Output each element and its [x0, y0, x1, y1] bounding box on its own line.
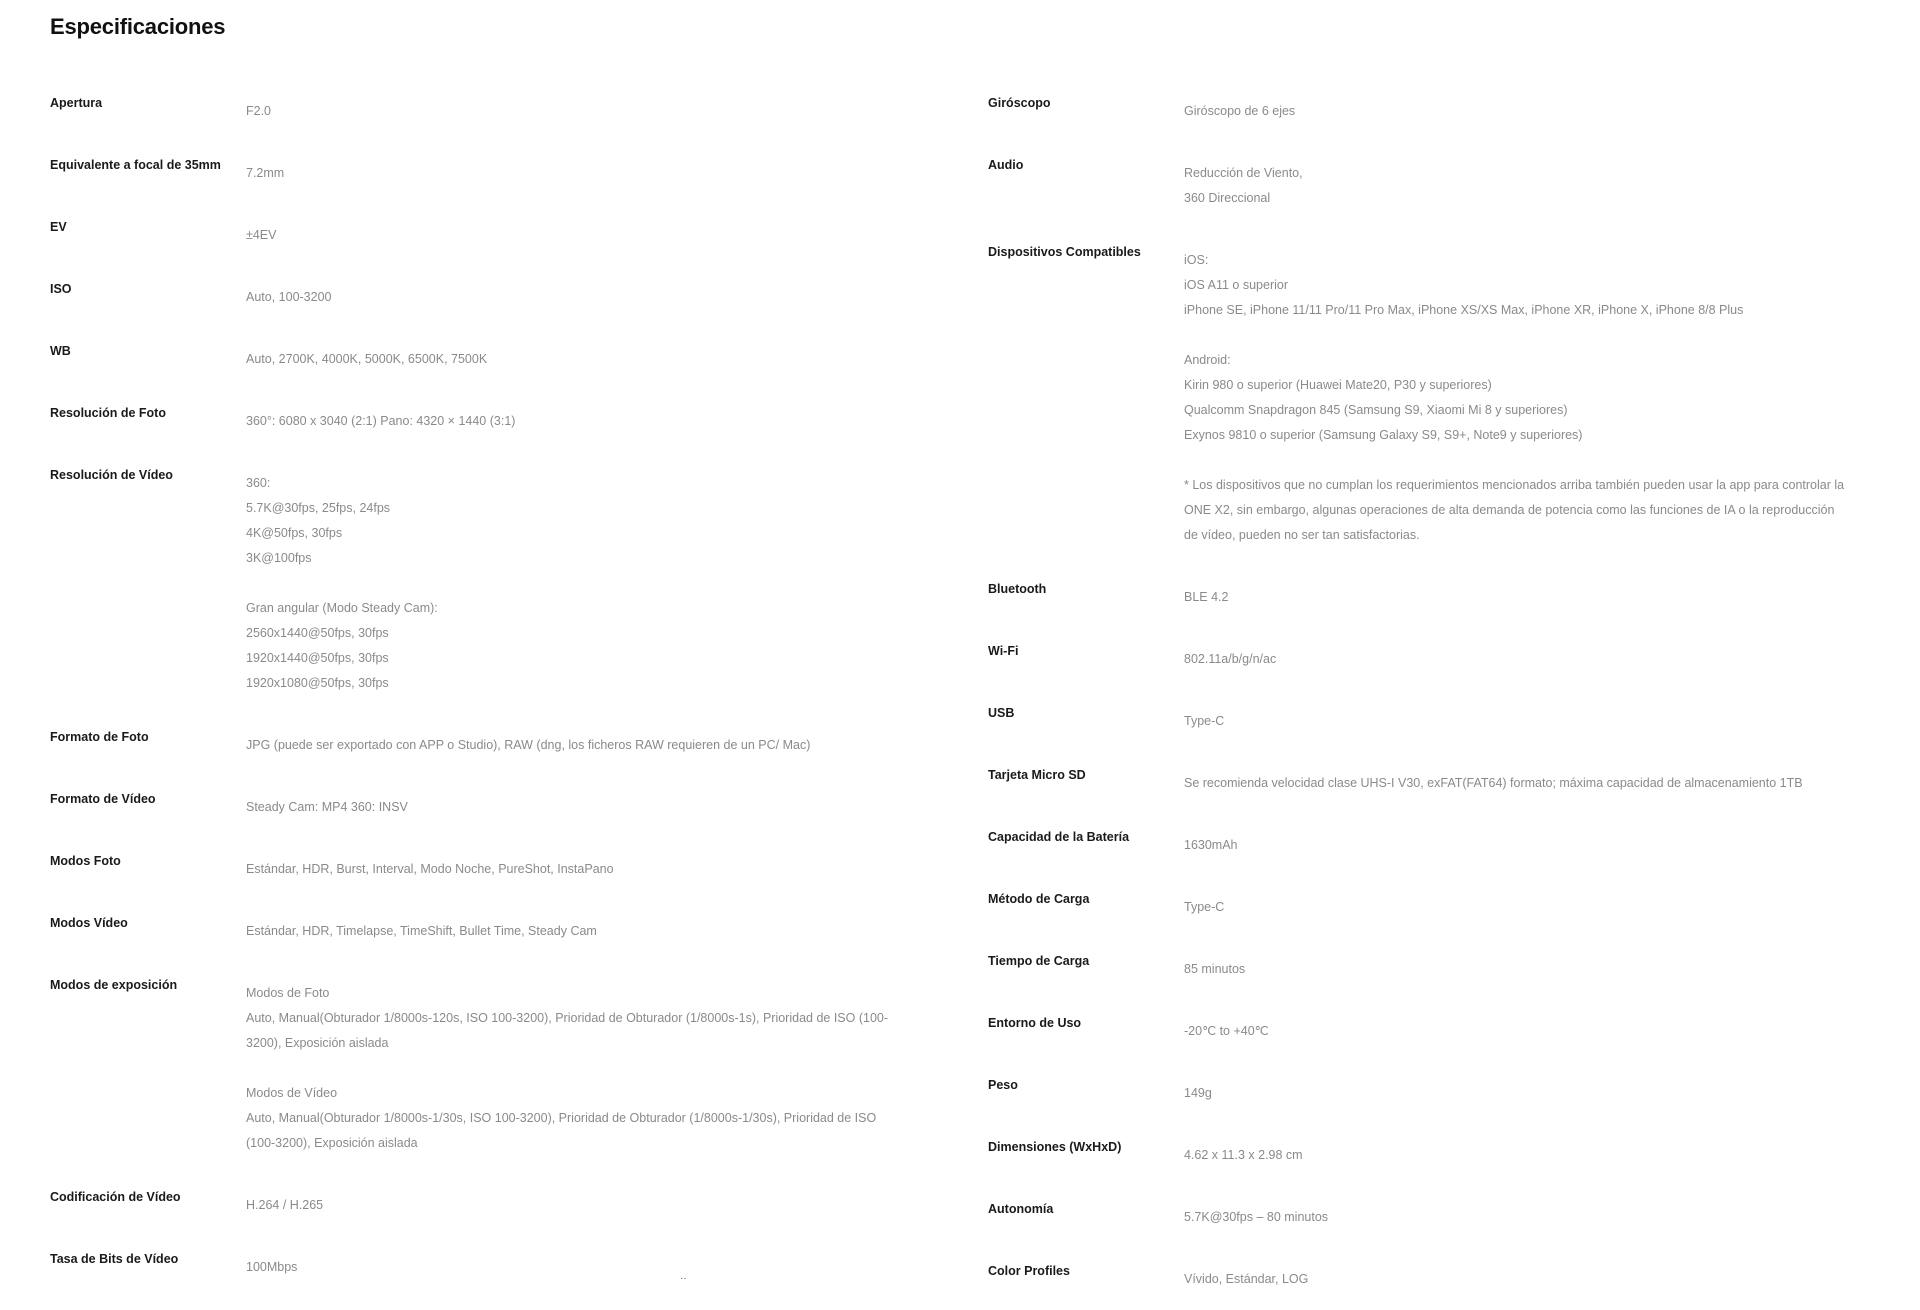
- spec-value-line: Modos de Foto: [246, 986, 330, 1000]
- spec-row: [988, 814, 1848, 876]
- spec-row: [50, 328, 910, 390]
- spec-value: [1184, 1186, 1848, 1248]
- spec-value-line: Type-C: [1184, 714, 1225, 728]
- spec-label: Formato de Foto: [50, 730, 149, 744]
- spec-label: Modos Foto: [50, 854, 121, 868]
- spec-label: Dimensiones (WxHxD): [988, 1140, 1122, 1154]
- spec-value-line: Reducción de Viento,: [1184, 166, 1303, 180]
- spec-value-line: 2560x1440@50fps, 30fps: [246, 626, 389, 640]
- spec-row: [50, 714, 910, 776]
- spec-value: [1184, 876, 1848, 938]
- spec-label: Tiempo de Carga: [988, 954, 1090, 968]
- spec-value: [246, 962, 906, 1174]
- spec-label: Bluetooth: [988, 582, 1047, 596]
- spec-value-line: 5.7K@30fps – 80 minutos: [1184, 1210, 1329, 1224]
- spec-value: [1184, 566, 1848, 628]
- spec-value-line: 7.2mm: [246, 166, 285, 180]
- spec-label: Peso: [988, 1078, 1018, 1092]
- spec-value-line: 149g: [1184, 1086, 1212, 1100]
- spec-value: [1184, 1124, 1848, 1186]
- spec-value-line: Auto, Manual(Obturador 1/8000s-1/30s, ISO 100-3200), Prioridad de Obturador (1/8000s-1/30s), Prioridad de ISO (100-3200), Exposición aislada: [246, 1111, 877, 1150]
- spec-value-line: 360:: [246, 476, 271, 490]
- spec-label: Tasa de Bits de Vídeo: [50, 1252, 179, 1266]
- spec-value: [1184, 752, 1848, 814]
- spec-value-line: 4.62 x 11.3 x 2.98 cm: [1184, 1148, 1303, 1162]
- spec-value-line: BLE 4.2: [1184, 590, 1229, 604]
- spec-value-line: iPhone SE, iPhone 11/11 Pro/11 Pro Max, iPhone XS/XS Max, iPhone XR, iPhone X, iPhone 8/8 Plus: [1184, 303, 1744, 317]
- spec-label: Audio: [988, 158, 1024, 172]
- spec-value-line: Auto, 2700K, 4000K, 5000K, 6500K, 7500K: [246, 352, 488, 366]
- spec-value-line: H.264 / H.265: [246, 1198, 324, 1212]
- spec-row: [50, 1236, 910, 1298]
- spec-row: [50, 1174, 910, 1236]
- spec-row: [988, 1248, 1848, 1310]
- spec-value-line: iOS A11 o superior: [1184, 278, 1288, 292]
- spec-value: [246, 714, 906, 776]
- spec-row: [50, 80, 910, 142]
- spec-value-line: 4K@50fps, 30fps: [246, 526, 343, 540]
- spec-value: [246, 328, 906, 390]
- spec-row: [988, 1124, 1848, 1186]
- spec-value-line: F2.0: [246, 104, 272, 118]
- spec-label: Capacidad de la Batería: [988, 830, 1130, 844]
- spec-label: Color Profiles: [988, 1264, 1070, 1278]
- spec-value: [246, 142, 906, 204]
- spec-value-line: Estándar, HDR, Timelapse, TimeShift, Bullet Time, Steady Cam: [246, 924, 597, 938]
- spec-value-line: 360°: 6080 x 3040 (2:1) Pano: 4320 × 1440 (3:1): [246, 414, 516, 428]
- spec-label: Resolución de Vídeo: [50, 468, 173, 482]
- spec-value-line: [246, 571, 906, 596]
- spec-row: [50, 776, 910, 838]
- spec-row: [988, 690, 1848, 752]
- spec-value: [1184, 1248, 1848, 1310]
- spec-value: [246, 838, 906, 900]
- spec-value-line: Estándar, HDR, Burst, Interval, Modo Noche, PureShot, InstaPano: [246, 862, 614, 876]
- spec-value: [1184, 814, 1848, 876]
- spec-label: Modos de exposición: [50, 978, 178, 992]
- spec-row: [988, 1062, 1848, 1124]
- spec-value-line: Giróscopo de 6 ejes: [1184, 104, 1296, 118]
- spec-value: [246, 1236, 906, 1298]
- spec-value-line: iOS:: [1184, 253, 1209, 267]
- spec-value-line: 802.11a/b/g/n/ac: [1184, 652, 1277, 666]
- spec-row: [988, 142, 1848, 229]
- spec-label: Resolución de Foto: [50, 406, 166, 420]
- spec-value: [1184, 1000, 1848, 1062]
- spec-label: Modos Vídeo: [50, 916, 128, 930]
- spec-row: [988, 80, 1848, 142]
- spec-label: Apertura: [50, 96, 103, 110]
- spec-label: Autonomía: [988, 1202, 1054, 1216]
- spec-label: ISO: [50, 282, 72, 296]
- page-title: Especificaciones: [50, 14, 226, 39]
- spec-value-line: 1920x1440@50fps, 30fps: [246, 651, 389, 665]
- spec-value-line: [1184, 323, 1848, 348]
- spec-value-line: 360 Direccional: [1184, 191, 1271, 205]
- spec-label: Codificación de Vídeo: [50, 1190, 181, 1204]
- spec-label: WB: [50, 344, 71, 358]
- spec-row: [988, 229, 1848, 566]
- spec-value-line: Android:: [1184, 353, 1231, 367]
- spec-value: [246, 776, 906, 838]
- spec-row: [50, 962, 910, 1174]
- spec-value: [1184, 142, 1848, 229]
- spec-row: [50, 452, 910, 714]
- spec-row: [50, 390, 910, 452]
- spec-label: Wi-Fi: [988, 644, 1019, 658]
- spec-row: [988, 752, 1848, 814]
- spec-value-line: Auto, Manual(Obturador 1/8000s-120s, ISO 100-3200), Prioridad de Obturador (1/8000s-1s), Prioridad de ISO (100-3200), Exposición aislada: [246, 1011, 889, 1050]
- spec-value-line: Modos de Vídeo: [246, 1086, 338, 1100]
- spec-value: [246, 900, 906, 962]
- spec-value-line: ±4EV: [246, 228, 277, 242]
- spec-label: USB: [988, 706, 1015, 720]
- spec-row: [50, 838, 910, 900]
- spec-value-line: Qualcomm Snapdragon 845 (Samsung S9, Xiaomi Mi 8 y superiores): [1184, 403, 1568, 417]
- spec-value-line: 3K@100fps: [246, 551, 312, 565]
- spec-value-line: JPG (puede ser exportado con APP o Studio), RAW (dng, los ficheros RAW requieren de un PC/ Mac): [246, 738, 811, 752]
- spec-value-line: 5.7K@30fps, 25fps, 24fps: [246, 501, 391, 515]
- spec-label: Entorno de Uso: [988, 1016, 1082, 1030]
- spec-value-line: Steady Cam: MP4 360: INSV: [246, 800, 408, 814]
- spec-row: [988, 566, 1848, 628]
- spec-label: Tarjeta Micro SD: [988, 768, 1086, 782]
- spec-value: [1184, 80, 1848, 142]
- spec-value-line: 100Mbps: [246, 1260, 298, 1274]
- spec-value-line: 1630mAh: [1184, 838, 1238, 852]
- spec-column-right: [988, 80, 1848, 1310]
- spec-row: [50, 142, 910, 204]
- spec-label: Giróscopo: [988, 96, 1051, 110]
- bottom-artifact: ··: [680, 1273, 687, 1284]
- spec-value-line: 85 minutos: [1184, 962, 1246, 976]
- spec-value-line: Se recomienda velocidad clase UHS-I V30, exFAT(FAT64) formato; máxima capacidad de almacenamiento 1TB: [1184, 776, 1803, 790]
- spec-value-line: Type-C: [1184, 900, 1225, 914]
- spec-value: [246, 1174, 906, 1236]
- spec-value: [246, 266, 906, 328]
- spec-label: Equivalente a focal de 35mm: [50, 158, 221, 172]
- spec-label: Dispositivos Compatibles: [988, 245, 1141, 259]
- spec-value-line: Kirin 980 o superior (Huawei Mate20, P30 y superiores): [1184, 378, 1492, 392]
- spec-row: [50, 204, 910, 266]
- spec-value: [1184, 628, 1848, 690]
- spec-row: [988, 1186, 1848, 1248]
- spec-row: [988, 628, 1848, 690]
- spec-value-line: [1184, 448, 1848, 473]
- spec-label: EV: [50, 220, 67, 234]
- spec-row: [988, 938, 1848, 1000]
- spec-label: Método de Carga: [988, 892, 1090, 906]
- spec-value-line: Auto, 100-3200: [246, 290, 332, 304]
- spec-value: [1184, 1062, 1848, 1124]
- spec-row: [50, 900, 910, 962]
- spec-value: [246, 80, 906, 142]
- spec-column-left: [50, 80, 910, 1298]
- spec-value-line: Gran angular (Modo Steady Cam):: [246, 601, 438, 615]
- spec-value: [246, 390, 906, 452]
- spec-label: Formato de Vídeo: [50, 792, 156, 806]
- spec-value: [1184, 229, 1848, 566]
- spec-value-line: [246, 1056, 906, 1081]
- spec-value-line: Vívido, Estándar, LOG: [1184, 1272, 1309, 1286]
- spec-value: [1184, 690, 1848, 752]
- spec-value: [246, 452, 906, 714]
- spec-row: [988, 1000, 1848, 1062]
- spec-value-line: Exynos 9810 o superior (Samsung Galaxy S9, S9+, Note9 y superiores): [1184, 428, 1583, 442]
- spec-value: [1184, 938, 1848, 1000]
- spec-value-line: -20℃ to +40℃: [1184, 1024, 1269, 1038]
- spec-row: [50, 266, 910, 328]
- spec-value-line: * Los dispositivos que no cumplan los requerimientos mencionados arriba también pueden usar la app para controlar la ONE X2, sin embargo, algunas operaciones de alta demanda de potencia como las funciones de IA o la reproducción de vídeo, pueden no ser tan satisfactorias.: [1184, 478, 1845, 542]
- spec-row: [988, 876, 1848, 938]
- spec-value-line: 1920x1080@50fps, 30fps: [246, 676, 389, 690]
- spec-value: [246, 204, 906, 266]
